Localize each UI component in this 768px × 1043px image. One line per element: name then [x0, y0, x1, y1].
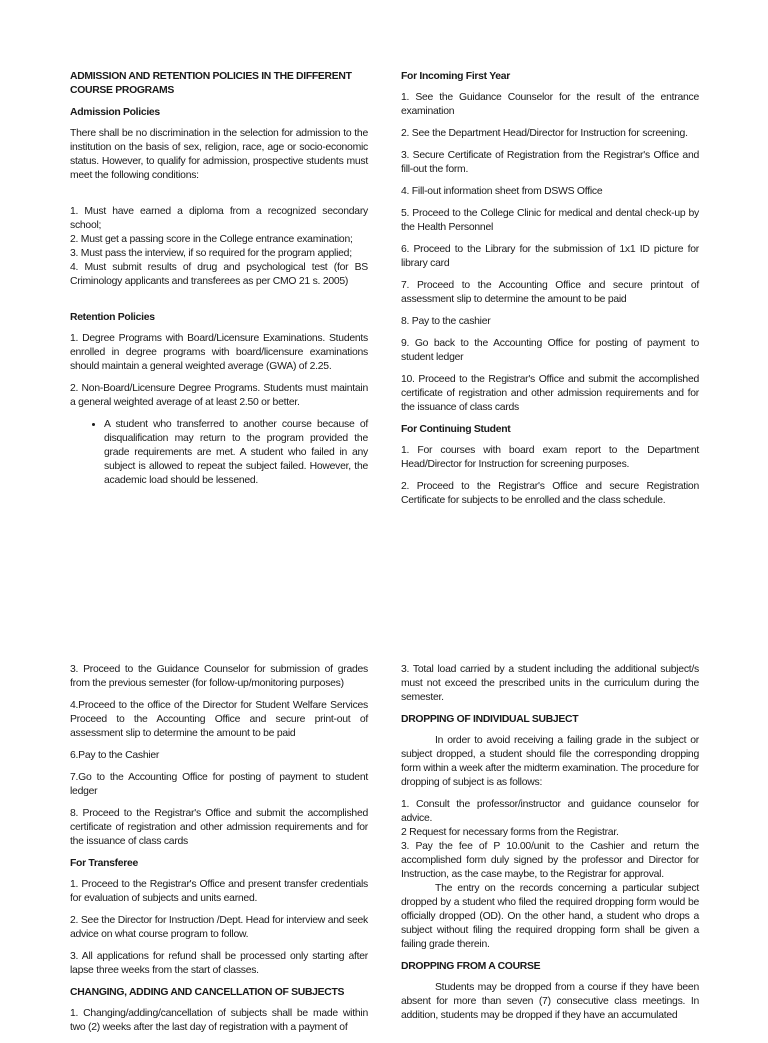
condition-item: 4. Must submit results of drug and psychological test (for BS Criminology applicants and transferees as per CMO 21 s. 2005) [70, 262, 368, 287]
continuing-step: 3. Proceed to the Guidance Counselor for submission of grades from the previous semester (for follow-up/monitoring purposes) [70, 664, 368, 689]
incoming-step: 6. Proceed to the Library for the submission of 1x1 ID picture for library card [401, 244, 699, 269]
condition-item: 2. Must get a passing score in the College entrance examination; [70, 234, 353, 245]
changing-rule-1: 1. Changing/adding/cancellation of subjects shall be made within two (2) weeks after the last day of registration with a payment of [70, 1008, 368, 1033]
incoming-step: 1. See the Guidance Counselor for the result of the entrance examination [401, 92, 699, 117]
course-dropping-heading: DROPPING FROM A COURSE [401, 961, 541, 972]
entry-paragraph: The entry on the records concerning a particular subject dropped by a student who filed the required dropping form would be officially dropped (OD). On the other hand, a student who drops a subject without filing the required dropping form shall be given a failing grade therein. [401, 883, 699, 950]
course-dropping-text: Students may be dropped from a course if they have been absent for more than seven (7) consecutive class meetings. In addition, students may be dropped if they have an accumulated [401, 982, 699, 1021]
load-rule: 3. Total load carried by a student including the additional subject/s must not exceed the prescribed units in the curriculum during the semester. [401, 664, 699, 703]
continuing-step: 6.Pay to the Cashier [70, 750, 160, 761]
incoming-heading: For Incoming First Year [401, 71, 510, 82]
bottom-right-column [401, 663, 699, 1023]
admission-intro: There shall be no discrimination in the selection for admission to the institution on the basis of sex, religion, race, age or socio-economic status. However, to qualify for admission, prospective students must meet the following conditions: [70, 128, 368, 181]
admission-heading: Admission Policies [70, 107, 160, 118]
dropping-steps-list [401, 798, 699, 882]
transferee-step: 1. Proceed to the Registrar's Office and present transfer credentials for evaluation of subjects and units earned. [70, 879, 368, 904]
retention-bullet-list [70, 418, 368, 488]
dropping-step: 3. Pay the fee of P 10.00/unit to the Cashier and return the accomplished form duly signed by the professor and Director for Instruction, as the case maybe, to the Registrar for approval. [401, 841, 699, 880]
incoming-step: 5. Proceed to the College Clinic for medical and dental check-up by the Health Personnel [401, 208, 699, 233]
continuing-step: 4.Proceed to the office of the Director for Student Welfare Services Proceed to the Accounting Office and secure print-out of assessment slip to determine the amount to be paid [70, 700, 368, 739]
incoming-step: 10. Proceed to the Registrar's Office and submit the accomplished certificate of registration and other admission requirements and for the issuance of class cards [401, 374, 699, 413]
document-title: ADMISSION AND RETENTION POLICIES IN THE DIFFERENT COURSE PROGRAMS [70, 71, 352, 96]
condition-item: 1. Must have earned a diploma from a recognized secondary school; [70, 206, 368, 231]
continuing-step: 2. Proceed to the Registrar's Office and secure Registration Certificate for subjects to be enrolled and the class schedule. [401, 481, 699, 506]
incoming-step: 9. Go back to the Accounting Office for posting of payment to student ledger [401, 338, 699, 363]
transferee-step: 3. All applications for refund shall be processed only starting after lapse three weeks from the start of classes. [70, 951, 368, 976]
conditions-list [70, 205, 368, 289]
retention-policy-2: 2. Non-Board/Licensure Degree Programs. Students must maintain a general weighted average of at least 2.50 or better. [70, 383, 368, 408]
dropping-heading: DROPPING OF INDIVIDUAL SUBJECT [401, 714, 579, 725]
dropping-step: 2 Request for necessary forms from the Registrar. [401, 827, 619, 838]
continuing-step: 8. Proceed to the Registrar's Office and submit the accomplished certificate of registration and other admission requirements and for the issuance of class cards [70, 808, 368, 847]
continuing-heading: For Continuing Student [401, 424, 511, 435]
condition-item: 3. Must pass the interview, if so required for the program applied; [70, 248, 352, 259]
changing-heading: CHANGING, ADDING AND CANCELLATION OF SUBJECTS [70, 987, 345, 998]
incoming-step: 2. See the Department Head/Director for Instruction for screening. [401, 128, 688, 139]
transferee-heading: For Transferee [70, 858, 138, 869]
incoming-step: 8. Pay to the cashier [401, 316, 491, 327]
incoming-step: 7. Proceed to the Accounting Office and secure printout of assessment slip to determine the amount to be paid [401, 280, 699, 305]
continuing-step: 7.Go to the Accounting Office for posting of payment to student ledger [70, 772, 368, 797]
incoming-step: 4. Fill-out information sheet from DSWS Office [401, 186, 603, 197]
continuing-step: 1. For courses with board exam report to the Department Head/Director for Instruction for screening purposes. [401, 445, 699, 470]
incoming-step: 3. Secure Certificate of Registration from the Registrar's Office and fill-out the form. [401, 150, 699, 175]
top-right-column [401, 70, 699, 516]
bottom-left-column [70, 663, 368, 1043]
retention-bullet: • A student who transferred to another course because of disqualification may return to the program provided the grade requirements are met. A student who failed in any subject is allowed to repeat the subject failed. However, the academic load should be lessened. [104, 418, 368, 488]
dropping-step: 1. Consult the professor/instructor and guidance counselor for advice. [401, 799, 699, 824]
retention-policy-1: 1. Degree Programs with Board/Licensure Examinations. Students enrolled in degree programs with board/licensure examinations should maintain a general weighted average (GWA) of 2.25. [70, 333, 368, 372]
dropping-intro: In order to avoid receiving a failing grade in the subject or subject dropped, a student should file the corresponding dropping form within a week after the midterm examination. The procedure for dropping of subject is as follows: [401, 735, 699, 788]
transferee-step: 2. See the Director for Instruction /Dept. Head for interview and seek advice on what course program to follow. [70, 915, 368, 940]
retention-heading: Retention Policies [70, 312, 155, 323]
top-left-column [70, 70, 368, 496]
